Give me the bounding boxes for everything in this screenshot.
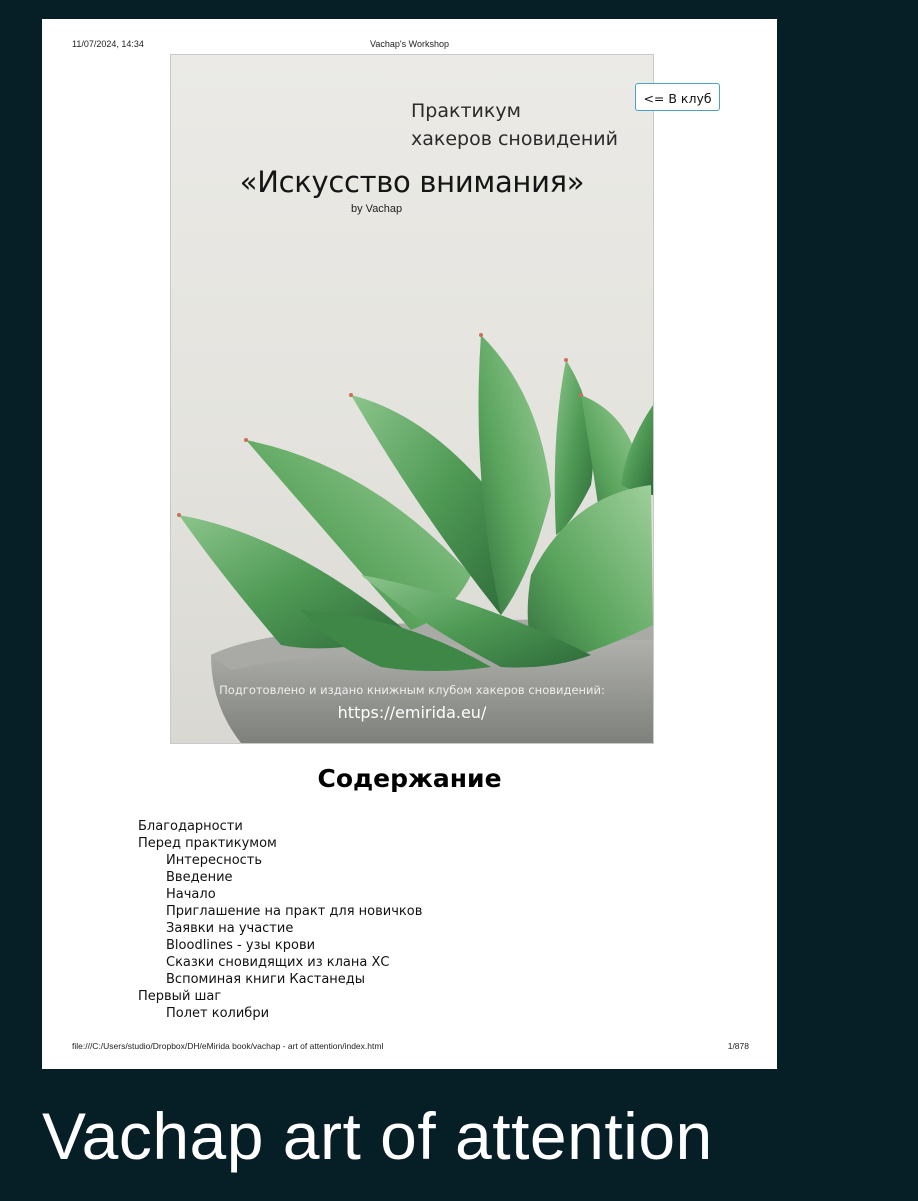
toc-item-invitation[interactable]: Приглашение на практ для новичков	[166, 904, 423, 919]
succulent-illustration	[171, 55, 653, 743]
toc-item-castaneda[interactable]: Вспоминая книги Кастанеды	[166, 972, 366, 987]
cover-url[interactable]: https://emirida.eu/	[337, 703, 487, 722]
print-header-title: Vachap's Workshop	[370, 39, 449, 49]
toc-item-first-step[interactable]: Первый шаг	[138, 989, 222, 1004]
cover-subtitle-line2: хакеров сновидений	[411, 128, 618, 150]
toc-item-bloodlines[interactable]: Bloodlines - узы крови	[166, 938, 316, 953]
book-cover	[170, 54, 654, 744]
cover-author: by Vachap	[351, 203, 403, 215]
toc-item-tales[interactable]: Сказки сновидящих из клана ХС	[166, 955, 390, 970]
cover-subtitle	[411, 97, 618, 153]
cover-title: «Искусство внимания»	[239, 165, 585, 199]
table-of-contents	[138, 818, 422, 1022]
print-datetime: 11/07/2024, 14:34	[72, 39, 144, 49]
toc-item-acknowledgements[interactable]: Благодарности	[138, 819, 243, 834]
print-file-path: file:///C:/Users/studio/Dropbox/DH/eMirida book/vachap - art of attention/index.html	[72, 1041, 384, 1051]
caption-title: Vachap art of attention	[42, 1099, 713, 1173]
toc-item-hummingbird[interactable]: Полет колибри	[166, 1006, 270, 1021]
print-page-number: 1/878	[727, 1041, 749, 1051]
back-to-club-button[interactable]: <= В клуб	[635, 83, 720, 111]
toc-heading: Содержание	[317, 764, 502, 793]
printed-page	[42, 19, 777, 1069]
cover-credit: Подготовлено и издано книжным клубом хакеров сновидений:	[219, 683, 605, 697]
toc-item-introduction[interactable]: Введение	[166, 870, 233, 885]
toc-item-beginning[interactable]: Начало	[166, 887, 216, 902]
toc-item-applications[interactable]: Заявки на участие	[166, 921, 294, 936]
toc-item-before-workshop[interactable]: Перед практикумом	[138, 836, 277, 851]
toc-item-interest[interactable]: Интересность	[166, 853, 263, 868]
cover-subtitle-line1: Практикум	[411, 100, 521, 122]
